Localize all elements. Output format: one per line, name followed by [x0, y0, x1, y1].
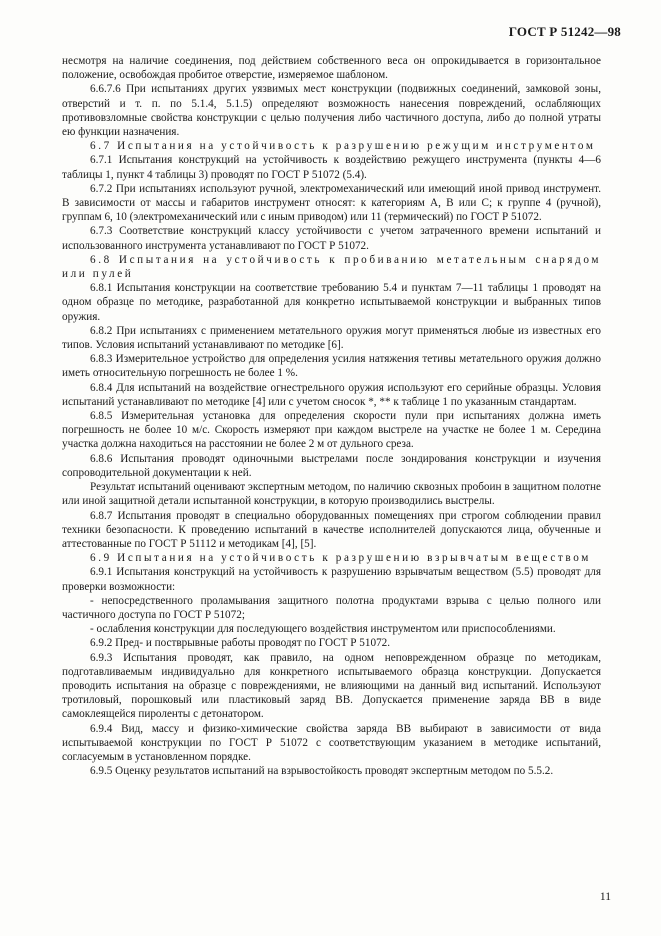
paragraph: - непосредственного проламывания защитного полотна продуктами взрыва с целью полного или частичного доступа по ГОСТ Р 51072;	[62, 594, 601, 621]
paragraph: 6.9 Испытания на устойчивость к разрушению взрывчатым веществом	[90, 552, 591, 565]
paragraph: 6.8 Испытания на устойчивость к пробиванию метательным снарядом или пулей	[62, 253, 601, 281]
paragraph: Результат испытаний оценивают экспертным методом, по наличию сквозных пробоин в защитном полотне или иной защитной детали испытанной конструкции, в которую производились выстрелы.	[62, 481, 601, 508]
paragraph: 6.7.2 При испытаниях используют ручной, электромеханический или имеющий иной привод инструмент. В зависимости от массы и габаритов инструмент относят: к категориям А, В или С; к группе 4 (ручной), группам 6, 10 (электромеханический или с иным приводом) или 11 (термический) по ГОСТ Р 51072.	[62, 182, 601, 224]
paragraph: 6.8.4 Для испытаний на воздействие огнестрельного оружия используют его серийные образцы. Условия испытаний устанавливают по методике [4] или с учетом сносок *, ** к таблице 1 по указанным стандартам.	[62, 381, 601, 408]
paragraph: 6.9.4 Вид, массу и физико-химические свойства заряда ВВ выбирают в зависимости от вида испытываемой конструкции по ГОСТ Р 51072 с соответствующим указанием в методике испытаний, согласуемым в установленном порядке.	[62, 722, 601, 763]
paragraph: 6.9.5 Оценку результатов испытаний на взрывостойкость проводят экспертным методом по 5.5.2.	[90, 765, 554, 778]
document-body	[62, 54, 601, 778]
page-number: 11	[599, 891, 611, 903]
paragraph: 6.9.2 Пред- и постврывные работы проводят по ГОСТ Р 51072.	[90, 637, 391, 650]
paragraph: 6.8.2 При испытаниях с применением метательного оружия могут применяться любые из известных его типов. Условия испытаний устанавливают по методике [6].	[62, 324, 601, 352]
paragraph: - ослабления конструкции для последующего воздействия инструментом или приспособлениями.	[90, 623, 556, 636]
paragraph: 6.6.7.6 При испытаниях других уязвимых мест конструкции (подвижных соединений, замковой зоны, отверстий и т. п. по 5.1.4, 5.1.5) определяют возможность нанесения повреждений, ослабляющих противовзломные свойства конструкции с целью получения либо частичного доступа, либо до полной утраты ею функции назначения.	[62, 83, 601, 139]
paragraph: 6.8.5 Измерительная установка для определения скорости пули при испытаниях должна иметь погрешность не более 10 м/с. Скорость измеряют при каждом выстреле на участке не более 1 м. Середина участка должна находиться на расстоянии не более 2 м от дульного среза.	[62, 410, 601, 451]
paragraph: 6.9.1 Испытания конструкций на устойчивость к разрушению взрывчатым веществом (5.5) проводят для проверки возможности:	[62, 566, 601, 593]
paragraph: 6.8.6 Испытания проводят одиночными выстрелами после зондирования конструкции и изучения сопроводительной документации к ней.	[62, 452, 601, 479]
paragraph: 6.7 Испытания на устойчивость к разрушению режущим инструментом	[90, 140, 596, 153]
paragraph: 6.9.3 Испытания проводят, как правило, на одном неповрежденном образце по методикам, подготавливаемым индивидуально для конкретного испытываемого образца конструкции. Допускается проводить испытания на образце с повреждениями, не влияющими на данный вид испытаний. Используют тротиловый, порошковый или пластиковый заряд ВВ. Допускается применение заряда ВВ в виде самоклеящейся пироленты с детонатором.	[62, 651, 601, 721]
paragraph: 6.8.1 Испытания конструкции на соответствие требованию 5.4 и пунктам 7—11 таблицы 1 проводят на одном образце по методике, разработанной для конкретно испытываемой конструкции и выбранных типов оружия.	[62, 282, 601, 323]
paragraph: 6.7.1 Испытания конструкций на устойчивость к воздействию режущего инструмента (пункты 4—6 таблицы 1, пункт 4 таблицы 3) проводят по ГОСТ Р 51072 (5.4).	[62, 154, 601, 181]
paragraph: несмотря на наличие соединения, под действием собственного веса он опрокидывается в горизонтальное положение, освобождая пробитое отверстие, измеряемое шаблоном.	[62, 55, 601, 82]
document-header: ГОСТ Р 51242—98	[508, 24, 621, 39]
paragraph: 6.8.3 Измерительное устройство для определения усилия натяжения тетивы метательного оружия должно иметь относительную погрешность не более 1 %.	[62, 353, 601, 380]
paragraph: 6.8.7 Испытания проводят в специально оборудованных помещениях при строгом соблюдении правил техники безопасности. К проведению испытаний в качестве исполнителей допускаются лица, обученные и аттестованные по ГОСТ Р 51112 и методикам [4], [5].	[62, 509, 601, 550]
paragraph: 6.7.3 Соответствие конструкций классу устойчивости с учетом затраченного времени испытаний и использованного инструмента устанавливают по ГОСТ Р 51072.	[62, 225, 601, 252]
